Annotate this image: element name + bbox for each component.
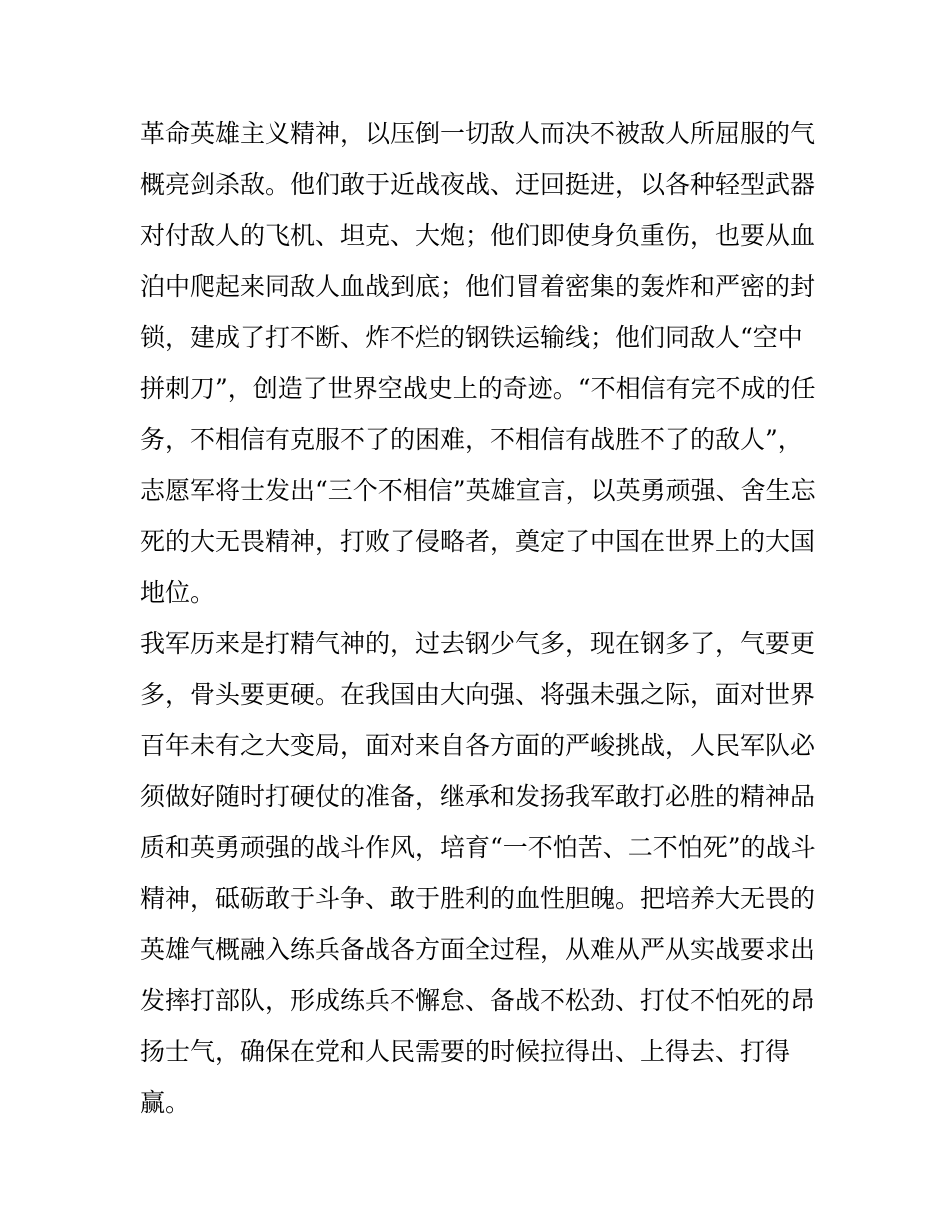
- text-line: 拼刺刀”，创造了世界空战史上的奇迹。“不相信有完不成的任: [140, 374, 816, 403]
- text-line: 务，不相信有克服不了的困难，不相信有战胜不了的敌人”，: [140, 425, 803, 454]
- text-line: 赢。: [140, 1088, 191, 1117]
- body-text: [140, 108, 820, 1128]
- paragraph-2: [140, 618, 820, 1128]
- text-line: 多，骨头要更硬。在我国由大向强、将强未强之际，面对世界: [140, 680, 816, 709]
- text-line: 地位。: [140, 578, 216, 607]
- text-line: 泊中爬起来同敌人血战到底；他们冒着密集的轰炸和严密的封: [140, 272, 816, 301]
- paragraph-1: [140, 108, 820, 618]
- text-line: 对付敌人的飞机、坦克、大炮；他们即使身负重伤，也要从血: [140, 221, 816, 250]
- text-line: 革命英雄主义精神，以压倒一切敌人而决不被敌人所屈服的气: [140, 119, 816, 148]
- text-line: 我军历来是打精气神的，过去钢少气多，现在钢多了，气要更: [140, 629, 816, 658]
- text-line: 概亮剑杀敌。他们敢于近战夜战、迂回挺进，以各种轻型武器: [140, 170, 816, 199]
- text-line: 须做好随时打硬仗的准备，继承和发扬我军敢打必胜的精神品: [140, 782, 816, 811]
- text-line: 发摔打部队，形成练兵不懈怠、备战不松劲、打仗不怕死的昂: [140, 986, 816, 1015]
- text-line: 英雄气概融入练兵备战各方面全过程，从难从严从实战要求出: [140, 935, 816, 964]
- text-line: 百年未有之大变局，面对来自各方面的严峻挑战，人民军队必: [140, 731, 816, 760]
- text-line: 扬士气，确保在党和人民需要的时候拉得出、上得去、打得: [140, 1037, 791, 1066]
- text-line: 精神，砥砺敢于斗争、敢于胜利的血性胆魄。把培养大无畏的: [140, 884, 816, 913]
- text-line: 锁，建成了打不断、炸不烂的钢铁运输线；他们同敌人“空中: [140, 323, 803, 352]
- text-line: 质和英勇顽强的战斗作风，培育“一不怕苦、二不怕死”的战斗: [140, 833, 816, 862]
- text-line: 志愿军将士发出“三个不相信”英雄宣言，以英勇顽强、舍生忘: [140, 476, 816, 505]
- text-line: 死的大无畏精神，打败了侵略者，奠定了中国在世界上的大国: [140, 527, 816, 556]
